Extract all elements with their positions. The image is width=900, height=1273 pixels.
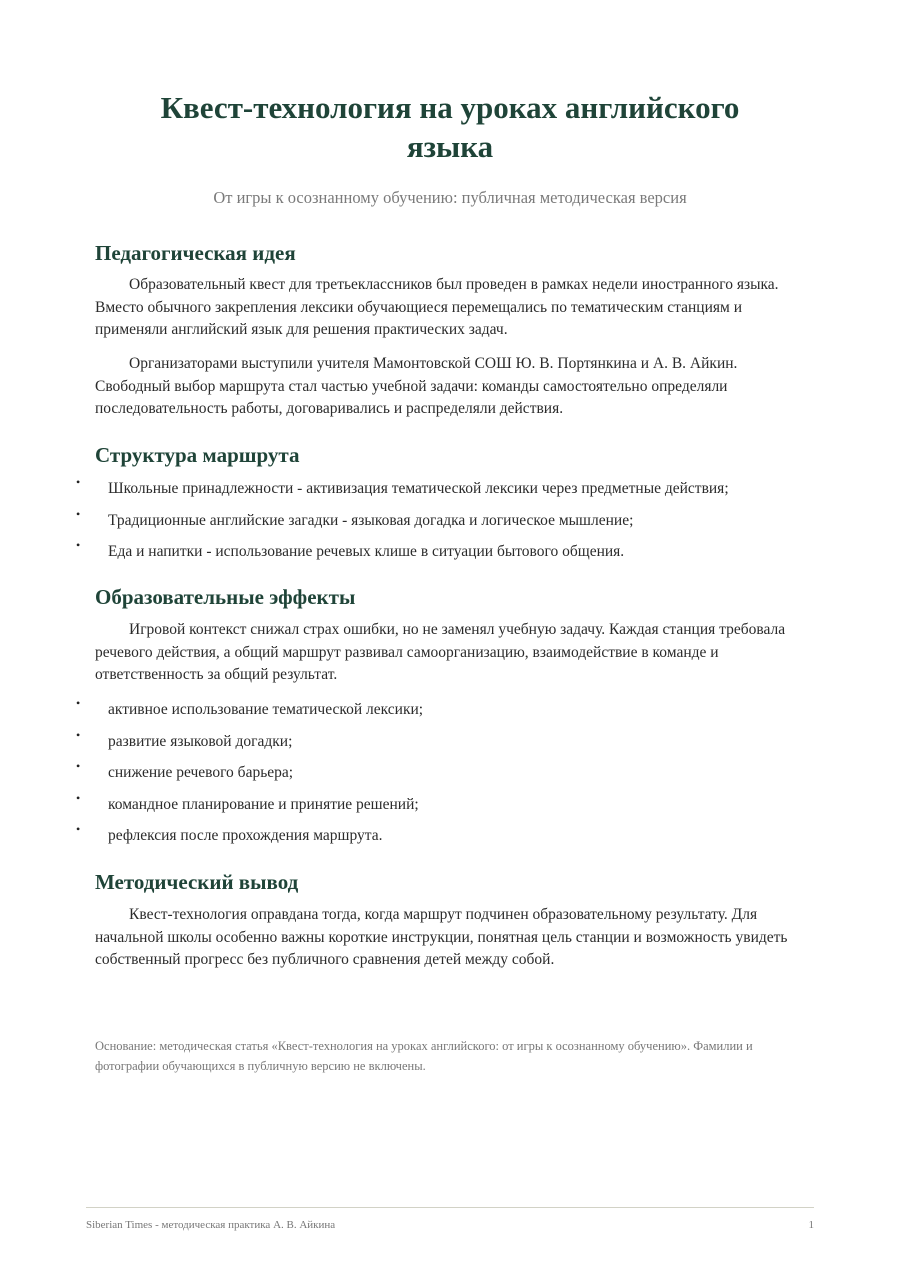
section-heading-effects: Образовательные эффекты [95,585,356,609]
list-item: • Еда и напитки - использование речевых клише в ситуации бытового общения. [76,538,625,561]
page-footer [86,1207,814,1232]
list-item: • развитие языковой догадки; [76,727,293,750]
document-subtitle: От игры к осознанному обучению: публичная методическая версия [213,188,687,207]
bullet-icon: • [76,538,81,553]
footer-credit: Siberian Times - методическая практика А. В. Айкина [86,1219,336,1231]
section-heading-idea: Педагогическая идея [95,241,296,265]
list-item: • рефлексия после прохождения маршрута. [76,822,383,845]
document-title: Квест-технология на уроках английского языка [160,90,740,164]
bullet-icon: • [76,475,81,489]
document-page [76,88,805,1073]
idea-paragraph-1: Образовательный квест для третьеклассников был проведен в рамках недели иностранного языка. Вместо обычного закрепления лексики обучающиеся перемещались по тематическим станциям и применяли английский язык для решения практических задач. [95,276,779,338]
bullet-icon: • [76,696,81,710]
list-item: • командное планирование и принятие решений; [76,790,419,813]
bullet-icon: • [76,790,81,805]
source-note: Основание: методическая статья «Квест-технология на уроках английского: от игры к осознанному обучению». Фамилии и фотографии обучающихся в публичную версию не включены. [95,1039,753,1073]
effects-paragraph: Игровой контекст снижал страх ошибки, но не заменял учебную задачу. Каждая станция требовала речевого действия, а общий маршрут развивал самоорганизацию, взаимодействие в команде и ответственность за общий результат. [95,621,786,683]
list-item: • снижение речевого барьера; [76,759,294,782]
effects-list [76,696,815,858]
page-number: 1 [808,1219,814,1231]
section-heading-route: Структура маршрута [95,443,300,467]
route-list [76,475,815,574]
list-item: • Школьные принадлежности - активизация тематической лексики через предметные действия; [76,475,729,497]
bullet-icon: • [76,727,81,742]
list-item: • активное использование тематической лексики; [76,696,424,718]
idea-paragraph-2: Организаторами выступили учителя Мамонтовской СОШ Ю. В. Портянкина и А. В. Айкин. Свободный выбор маршрута стал частью учебной задачи: команды самостоятельно определяли последовательность работы, договаривались и распределяли действия. [95,355,738,417]
section-heading-conclusion: Методический вывод [95,870,299,894]
bullet-icon: • [76,759,81,774]
list-item: • Традиционные английские загадки - языковая догадка и логическое мышление; [76,506,634,529]
bullet-icon: • [76,506,81,521]
bullet-icon: • [76,822,81,837]
conclusion-paragraph: Квест-технология оправдана тогда, когда маршрут подчинен образовательному результату. Для начальной школы особенно важны короткие инструкции, понятная цель станции и возможность увидеть собственный прогресс без публичного сравнения детей между собой. [95,906,788,968]
